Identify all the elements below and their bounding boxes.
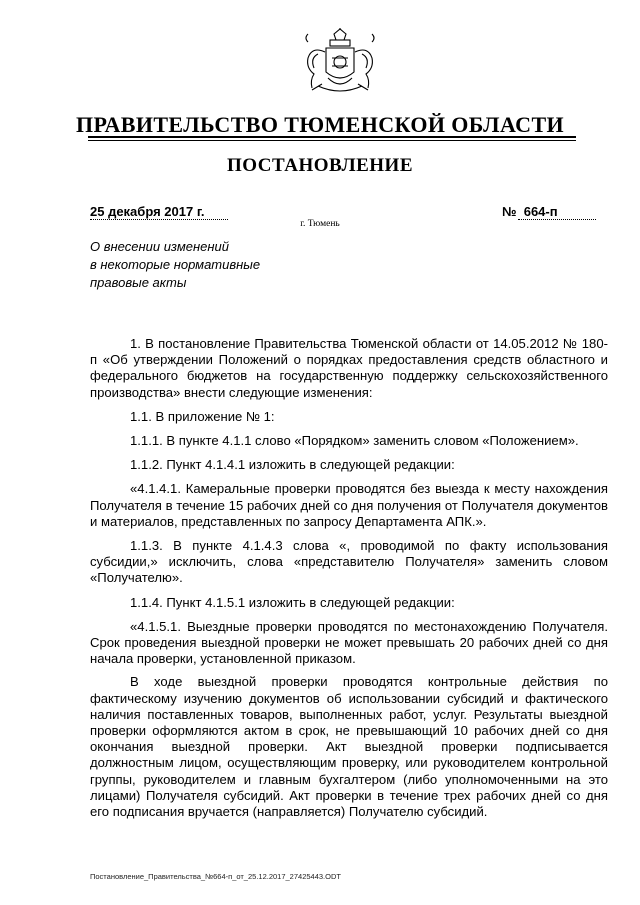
body-paragraph: 1.1.4. Пункт 4.1.5.1 изложить в следующей редакции:	[130, 594, 455, 610]
body-paragraph: 1.1. В приложение № 1:	[130, 408, 275, 424]
document-subject	[90, 238, 260, 292]
body-paragraph: 1.1.3. В пункте 4.1.4.3 слова «, проводимой по факту использования субсидии,» исключить, слова «представителю Получателя» заменить словом «Получателю».	[90, 538, 608, 586]
tyumen-coat-of-arms-icon	[298, 28, 382, 100]
title-rule-thick	[88, 136, 576, 138]
document-body	[90, 336, 608, 828]
body-paragraph: 1.1.1. В пункте 4.1.1 слово «Порядком» заменить словом «Положением».	[130, 433, 579, 449]
body-paragraph: 1.1.2. Пункт 4.1.4.1 изложить в следующей редакции:	[130, 457, 455, 473]
city-label: г. Тюмень	[300, 219, 340, 229]
title-rule-thin	[88, 140, 576, 141]
document-number: № 664-п	[502, 204, 558, 219]
body-paragraph: «4.1.4.1. Камеральные проверки проводятся без выезда к месту нахождения Получателя в течение 15 рабочих дней со дня получения от Получателя документов и материалов, представленных по запросу Департамента АПК.».	[90, 481, 608, 529]
body-paragraph: 1. В постановление Правительства Тюменской области от 14.05.2012 № 180-п «Об утверждении Положений о порядках предоставления средств областного и федерального бюджетов на государственную поддержку сельскохозяйственного производства» внести следующие изменения:	[90, 336, 608, 400]
footer-filename: Постановление_Правительства_№664-п_от_25.12.2017_27425443.ODT	[90, 872, 341, 881]
body-paragraph: «4.1.5.1. Выездные проверки проводятся по местонахождению Получателя. Срок проведения выездной проверки не может превышать 20 рабочих дней со дня начала проверки, установленной приказом.	[90, 618, 608, 667]
body-paragraph: В ходе выездной проверки проводятся контрольные действия по фактическому изучению документов об использовании субсидий и фактического наличия поставленных товаров, выполненных работ, услуг. Результаты выездной проверки оформляются актом в срок, не превышающий 10 рабочих дней со дня окончания выездной проверки. Акт выездной проверки подписывается должностным лицом, осуществляющим проверку, или руководителем контрольной группы, руководителем и главным бухгалтером (либо уполномоченными на это лицами) Получателя субсидий. Акт проверки в течение трех рабочих дней со дня его подписания вручается (направляется) Получателю субсидий.	[90, 674, 608, 820]
document-date: 25 декабря 2017 г.	[90, 204, 205, 219]
subject-line: О внесении изменений	[90, 239, 229, 254]
subject-line: правовые акты	[90, 275, 187, 290]
subject-line: в некоторые нормативные	[90, 257, 261, 272]
government-title: ПРАВИТЕЛЬСТВО ТЮМЕНСКОЙ ОБЛАСТИ	[75, 112, 565, 137]
document-type: ПОСТАНОВЛЕНИЕ	[226, 155, 414, 176]
